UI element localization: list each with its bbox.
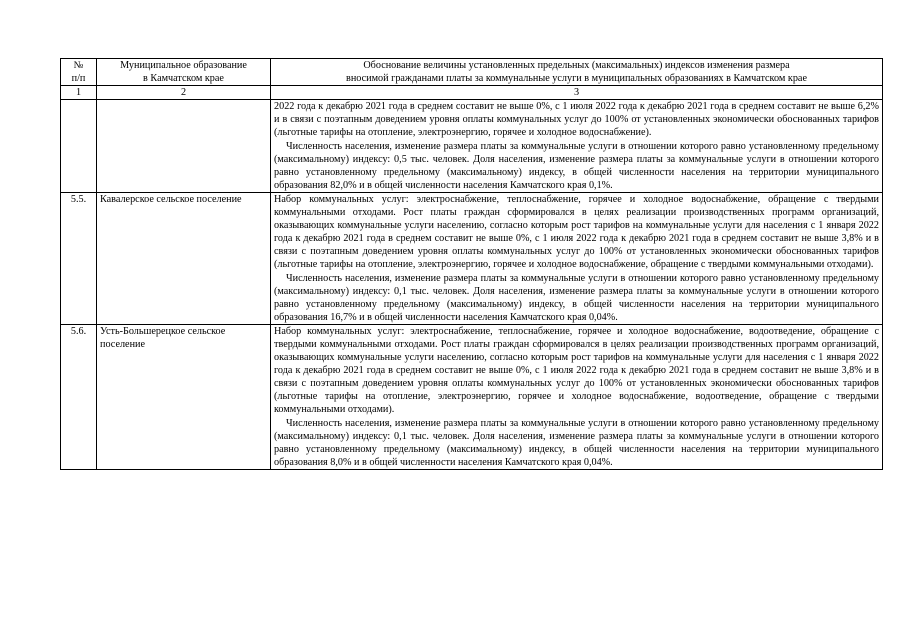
population-paragraph: Численность населения, изменение размера платы за коммунальные услуги в отношении которого равно установленному предельному (максимальному) индексу: 0,5 тыс. человек. Доля населения, изменение размера платы за коммунальные услуги в отношении которого равно установленному предельному (максимальному) индексу, в общей численности населения на территории муниципального образования 82,0% и в общей численности населения Камчатского края 0,1%. — [274, 140, 879, 191]
header-municipality: Муниципальное образование в Камчатском крае — [97, 59, 271, 86]
table-row — [61, 324, 883, 469]
header-number: № п/п — [61, 59, 97, 86]
table-row — [61, 100, 883, 193]
column-number: 1 — [61, 86, 97, 100]
row-justification — [271, 192, 883, 324]
header-justification: Обоснование величины установленных предельных (максимальных) индексов изменения размера вносимой гражданами платы за коммунальные услуги в муниципальных образованиях в Камчатском крае — [271, 59, 883, 86]
row-index: 5.5. — [61, 192, 97, 324]
population-paragraph: Численность населения, изменение размера платы за коммунальные услуги в отношении которого равно установленному предельному (максимальному) индексу: 0,1 тыс. человек. Доля населения, изменение размера платы за коммунальные услуги в отношении которого равно установленному предельному (максимальному) индексу, в общей численности населения на территории муниципального образования 16,7% и в общей численности населения Камчатского края 0,04%. — [274, 272, 879, 323]
tariff-justification-table — [60, 58, 883, 470]
column-number: 2 — [97, 86, 271, 100]
justification-paragraph: Набор коммунальных услуг: электроснабжение, теплоснабжение, горячее и холодное водоснабжение, обращение с твердыми коммунальными отходами. Рост платы граждан сформировался в целях реализации производственных программ организаций, оказывающих коммунальные услуги населению, согласно которым рост тарифов на коммунальные услуги для населения с 1 января 2022 года к декабрю 2021 года в среднем составит не выше 0%, с 1 июля 2022 года к декабрю 2021 года в среднем составит не выше 3,8% и в связи с поэтапным доведением уровня оплаты коммунальных услуг до 100% от установленных экономически обоснованных тарифов (льготные тарифы на отопление, электроэнергию, горячее и холодное водоснабжение, обращение с твердыми коммунальными отходами). — [274, 193, 879, 271]
row-municipality — [97, 100, 271, 193]
row-municipality: Кавалерское сельское поселение — [97, 192, 271, 324]
document-page — [60, 58, 882, 470]
row-index: 5.6. — [61, 324, 97, 469]
row-index — [61, 100, 97, 193]
population-paragraph: Численность населения, изменение размера платы за коммунальные услуги в отношении которого равно установленному предельному (максимальному) индексу: 0,1 тыс. человек. Доля населения, изменение размера платы за коммунальные услуги в отношении которого равно установленному предельному (максимальному) индексу, в общей численности населения на территории муниципального образования 8,0% и в общей численности населения Камчатского края 0,04%. — [274, 417, 879, 468]
row-justification — [271, 100, 883, 193]
justification-paragraph: Набор коммунальных услуг: электроснабжение, теплоснабжение, горячее и холодное водоснабжение, водоотведение, обращение с твердыми коммунальными отходами. Рост платы граждан сформировался в целях реализации производственных программ организаций, оказывающих коммунальные услуги населению, согласно которым рост тарифов на коммунальные услуги для населения с 1 января 2022 года к декабрю 2021 года в среднем составит не выше 0%, с 1 июля 2022 года к декабрю 2021 года в среднем составит не выше 3,8% и в связи с поэтапным доведением уровня оплаты коммунальных услуг до 100% от установленных экономически обоснованных тарифов (льготные тарифы на отопление, электроэнергию, горячее и холодное водоснабжение, водоотведение, обращение с твердыми коммунальными отходами). — [274, 325, 879, 416]
column-numbers-row — [61, 86, 883, 100]
row-justification — [271, 324, 883, 469]
column-number: 3 — [271, 86, 883, 100]
row-municipality: Усть-Большерецкое сельское поселение — [97, 324, 271, 469]
table-row — [61, 192, 883, 324]
justification-paragraph: 2022 года к декабрю 2021 года в среднем составит не выше 0%, с 1 июля 2022 года к декабрю 2021 года в среднем составит не выше 6,2% и в связи с поэтапным доведением уровня оплаты коммунальных услуг до 100% от установленных экономически обоснованных тарифов (льготные тарифы на отопление, электроэнергию, горячее и холодное водоснабжение). — [274, 101, 879, 139]
table-header-row — [61, 59, 883, 86]
